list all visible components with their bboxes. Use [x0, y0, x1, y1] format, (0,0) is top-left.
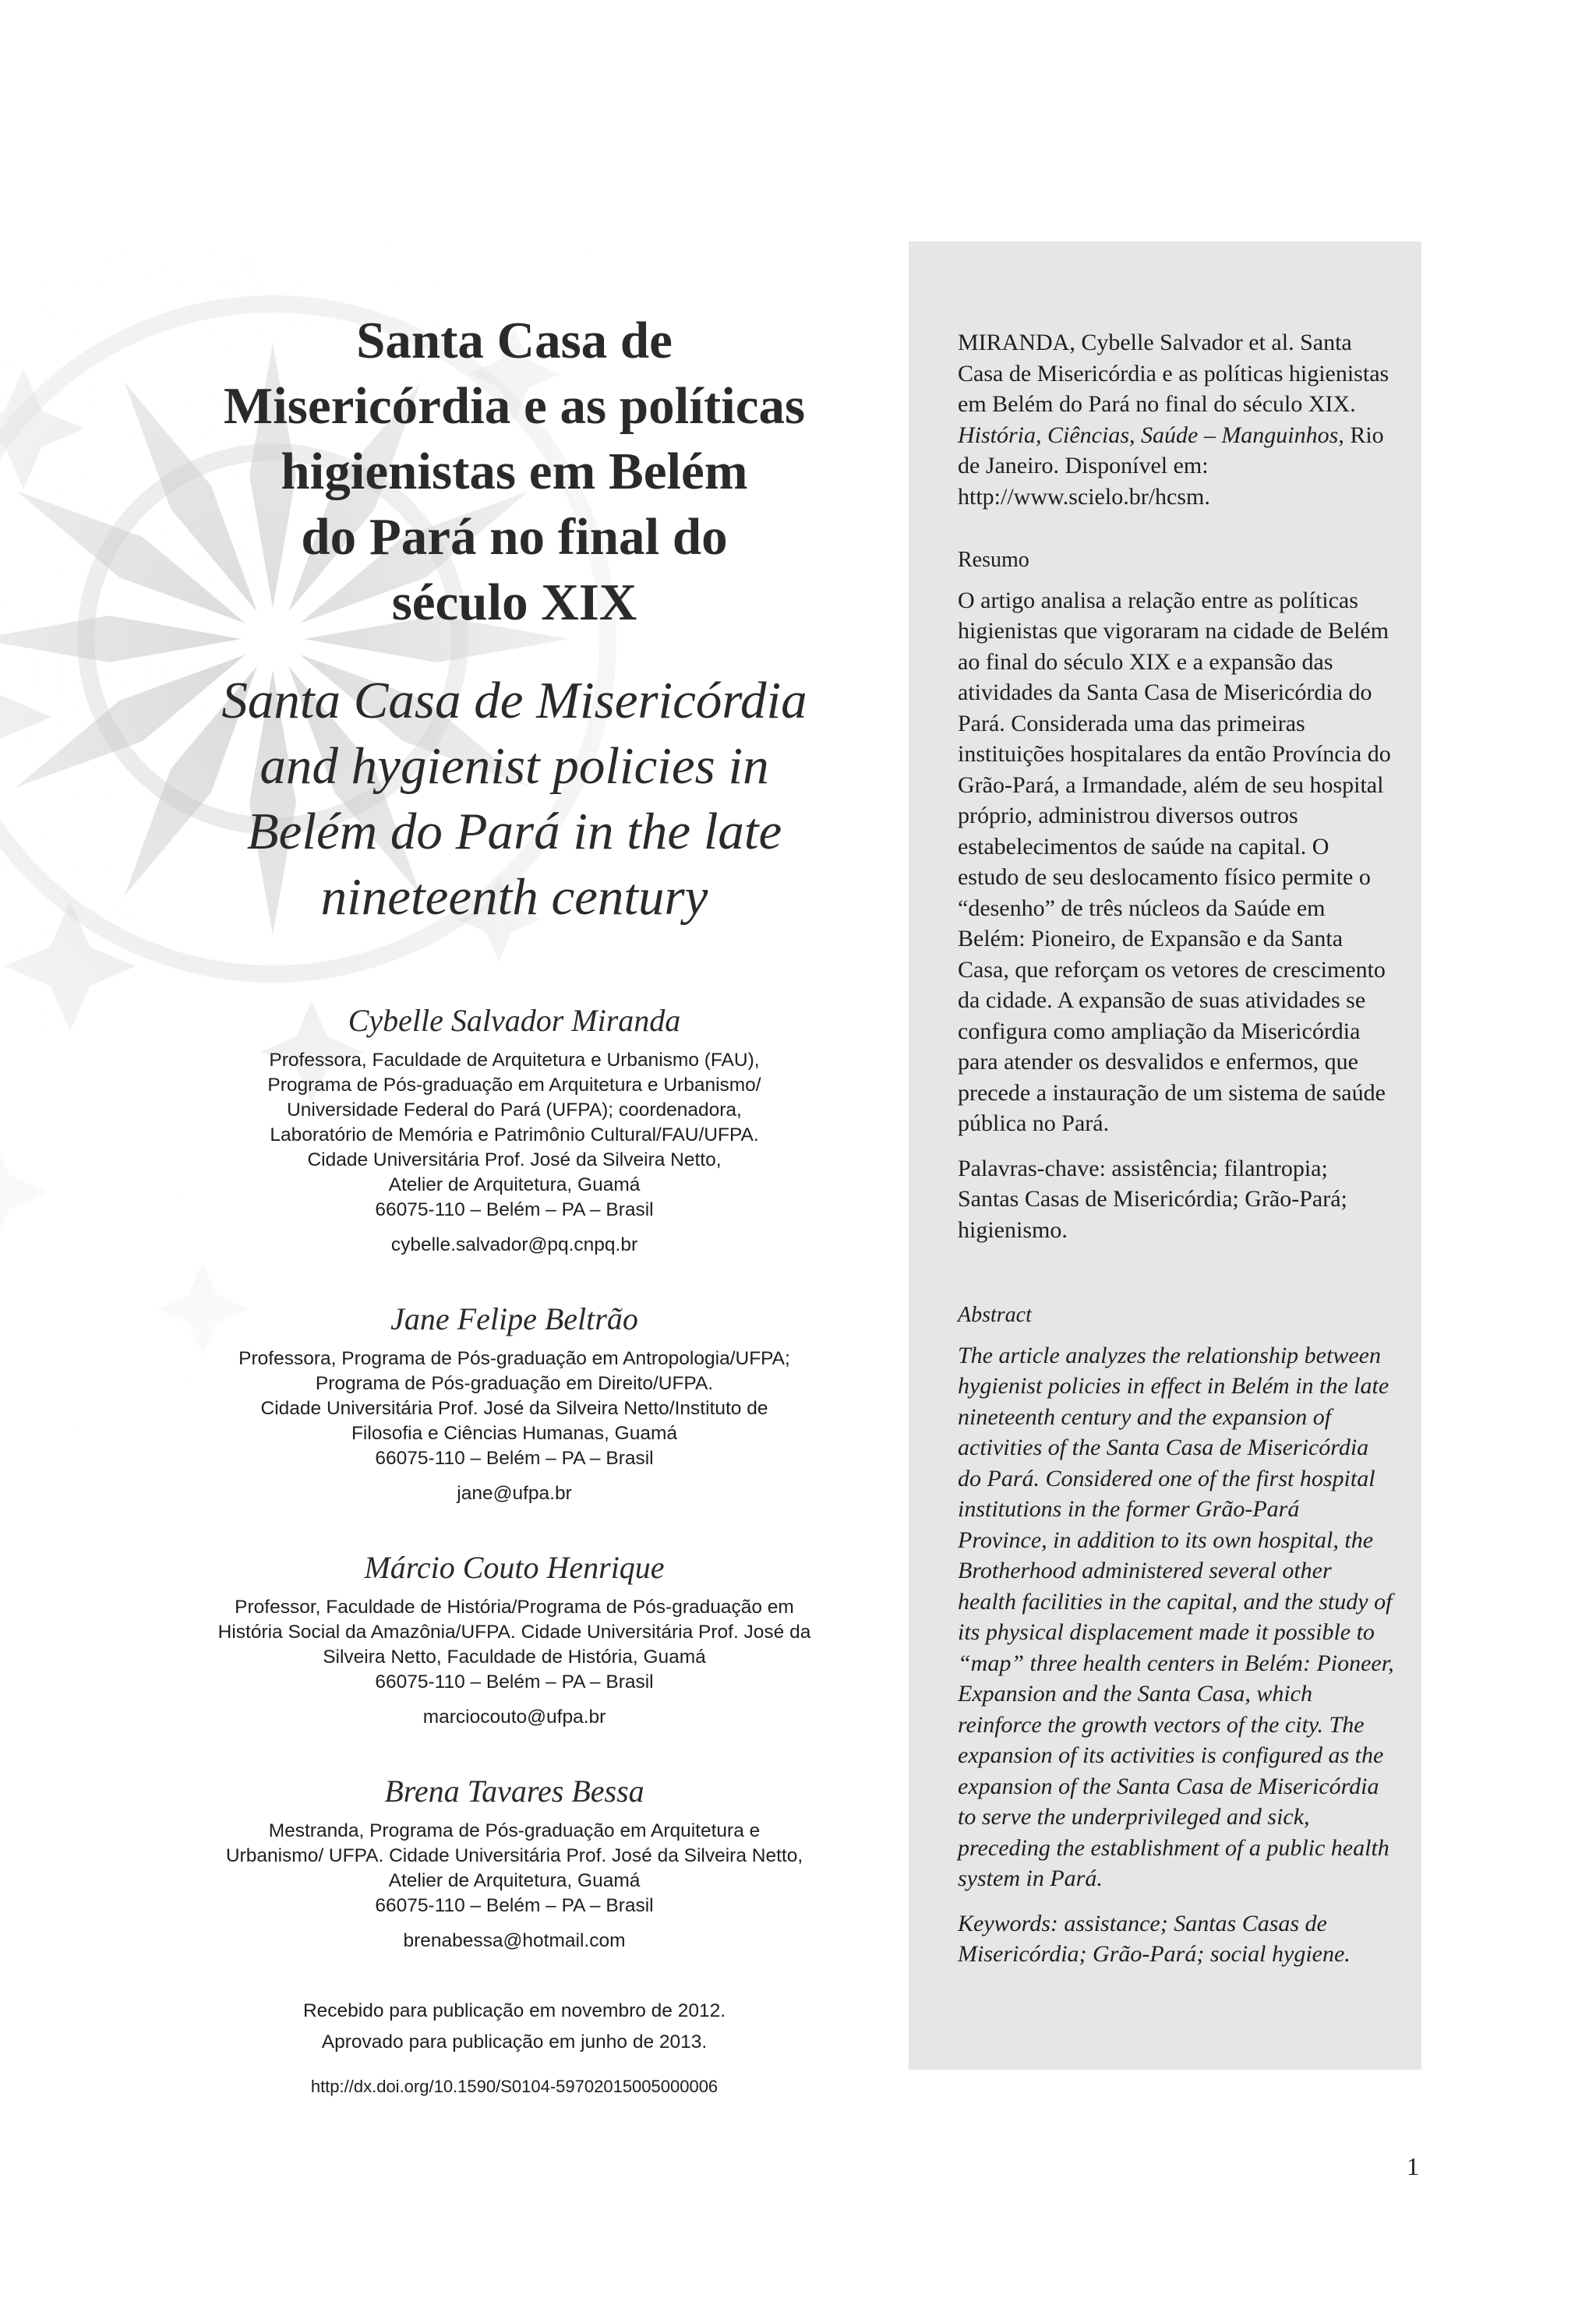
author-affiliation [179, 1819, 849, 1918]
resumo-text: O artigo analisa a relação entre as políticas higienistas que vigoraram na cidade de Belém ao final do século XIX e a expansão das atividades da Santa Casa de Misericórdia do Pará. Considerada uma das primeiras instituições hospitalares da então Província do Grão-Pará, a Irmandade, além de seu hospital próprio, administrou diversos outros estabelecimentos de saúde na capital. O estudo de seu deslocamento físico permite o “desenho” de três núcleos da Saúde em Belém: Pioneiro, de Expansão e da Santa Casa, que reforçam os vetores de crescimento da cidade. A expansão de suas atividades se configura como ampliação da Misericórdia para atender os desvalidos e enfermos, que precede a instauração de um sistema de saúde pública no Pará. [958, 587, 1391, 1136]
title-english [179, 668, 849, 930]
page-number: 1 [1407, 2152, 1419, 2180]
author-email[interactable]: brenabessa@hotmail.com [403, 1930, 626, 1951]
title-pt-line: Santa Casa de [356, 312, 673, 369]
affiliation-line: Atelier de Arquitetura, Guamá [388, 1870, 641, 1891]
author-name: Cybelle Salvador Miranda [348, 1003, 681, 1038]
approved-date: Aprovado para publicação em junho de 2013. [321, 2031, 708, 2053]
affiliation-line: Cidade Universitária Prof. José da Silveira Netto, [307, 1149, 722, 1170]
title-en-line: and hygienist policies in [260, 737, 769, 795]
affiliation-line: 66075-110 – Belém – PA – Brasil [375, 1448, 654, 1469]
author-affiliation [179, 1048, 849, 1223]
author-affiliation [179, 1347, 849, 1471]
affiliation-line: História Social da Amazônia/UFPA. Cidade Universitária Prof. José da [217, 1622, 811, 1643]
citation [958, 327, 1394, 512]
title-pt-line: do Pará no final do [301, 508, 728, 566]
palavras-chave: Palavras-chave: assistência; filantropia; Santas Casas de Misericórdia; Grão-Pará; higienismo. [958, 1155, 1347, 1243]
publication-dates [179, 1996, 849, 2058]
affiliation-line: 66075-110 – Belém – PA – Brasil [375, 1671, 654, 1693]
author-name: Márcio Couto Henrique [364, 1550, 665, 1585]
author-email[interactable]: cybelle.salvador@pq.cnpq.br [390, 1234, 638, 1255]
abstract-sidebar [909, 242, 1421, 2070]
affiliation-line: Professor, Faculdade de História/Programa de Pós-graduação em [235, 1597, 794, 1618]
title-en-line: Santa Casa de Misericórdia [221, 672, 807, 729]
affiliation-line: Programa de Pós-graduação em Arquitetura e Urbanismo/ [267, 1075, 761, 1096]
author-email[interactable]: jane@ufpa.br [457, 1483, 572, 1504]
author-block [179, 1772, 849, 1954]
resumo-heading: Resumo [958, 548, 1029, 572]
citation-place: , Rio de Janeiro. Disponível em: http://www.scielo.br/hcsm. [958, 422, 1384, 510]
article-header [179, 308, 849, 2099]
abstract-heading: Abstract [958, 1303, 1032, 1327]
affiliation-line: Professora, Programa de Pós-graduação em Antropologia/UFPA; [238, 1348, 790, 1369]
title-pt-line: higienistas em Belém [281, 443, 748, 500]
doi-link[interactable]: http://dx.doi.org/10.1590/S0104-59702015005000006 [310, 2077, 719, 2096]
author-affiliation [179, 1595, 849, 1695]
received-date: Recebido para publicação em novembro de 2012. [302, 2000, 726, 2021]
affiliation-line: 66075-110 – Belém – PA – Brasil [375, 1895, 654, 1916]
author-name: Jane Felipe Beltrão [390, 1301, 638, 1336]
affiliation-line: Universidade Federal do Pará (UFPA); coordenadora, [287, 1100, 742, 1121]
author-email[interactable]: marciocouto@ufpa.br [422, 1707, 606, 1728]
affiliation-line: Professora, Faculdade de Arquitetura e Urbanismo (FAU), [269, 1050, 760, 1071]
citation-title: Santa Casa de Misericórdia e as políticas higienistas em Belém do Pará no final do século XIX. [958, 330, 1389, 417]
citation-authors: MIRANDA, Cybelle Salvador et al. [958, 330, 1294, 355]
affiliation-line: 66075-110 – Belém – PA – Brasil [375, 1199, 654, 1220]
title-pt-line: Misericórdia e as políticas [223, 377, 806, 435]
author-block [179, 1300, 849, 1506]
keywords: Keywords: assistance; Santas Casas de Misericórdia; Grão-Pará; social hygiene. [958, 1910, 1351, 1967]
affiliation-line: Programa de Pós-graduação em Direito/UFPA. [315, 1373, 714, 1394]
title-pt-line: século XIX [391, 574, 637, 631]
author-list [179, 1001, 849, 1954]
sidebar-content [958, 327, 1394, 1970]
author-name: Brena Tavares Bessa [384, 1774, 644, 1809]
title-en-line: Belém do Pará in the late [246, 803, 782, 860]
title-en-line: nineteenth century [320, 868, 708, 926]
affiliation-line: Laboratório de Memória e Patrimônio Cultural/FAU/UFPA. [270, 1124, 759, 1145]
author-block [179, 1001, 849, 1258]
title-portuguese [179, 308, 849, 635]
affiliation-line: Cidade Universitária Prof. José da Silveira Netto/Instituto de [260, 1398, 768, 1419]
affiliation-line: Urbanismo/ UFPA. Cidade Universitária Prof. José da Silveira Netto, [225, 1845, 803, 1866]
affiliation-line: Mestranda, Programa de Pós-graduação em Arquitetura e [268, 1820, 761, 1841]
abstract-text: The article analyzes the relationship between hygienist policies in effect in Belém in the late nineteenth century and the expansion of activities of the Santa Casa de Misericórdia do Pará. Considered one of the first hospital institutions in the former Grão-Pará Province, in addition to its own hospital, the Brotherhood administered several other health facilities in the capital, and the study of its physical displacement made it possible to “map” three health centers in Belém: Pioneer, Expansion and the Santa Casa, which reinforce the growth vectors of the city. The expansion of its activities is configured as the expansion of the Santa Casa de Misericórdia to serve the underprivileged and sick, preceding the establishment of a public health system in Pará. [958, 1342, 1394, 1891]
affiliation-line: Filosofia e Ciências Humanas, Guamá [351, 1423, 678, 1444]
affiliation-line: Atelier de Arquitetura, Guamá [388, 1174, 641, 1195]
citation-journal: História, Ciências, Saúde – Manguinhos [958, 422, 1339, 448]
affiliation-line: Silveira Netto, Faculdade de História, Guamá [323, 1647, 706, 1668]
author-block [179, 1548, 849, 1730]
